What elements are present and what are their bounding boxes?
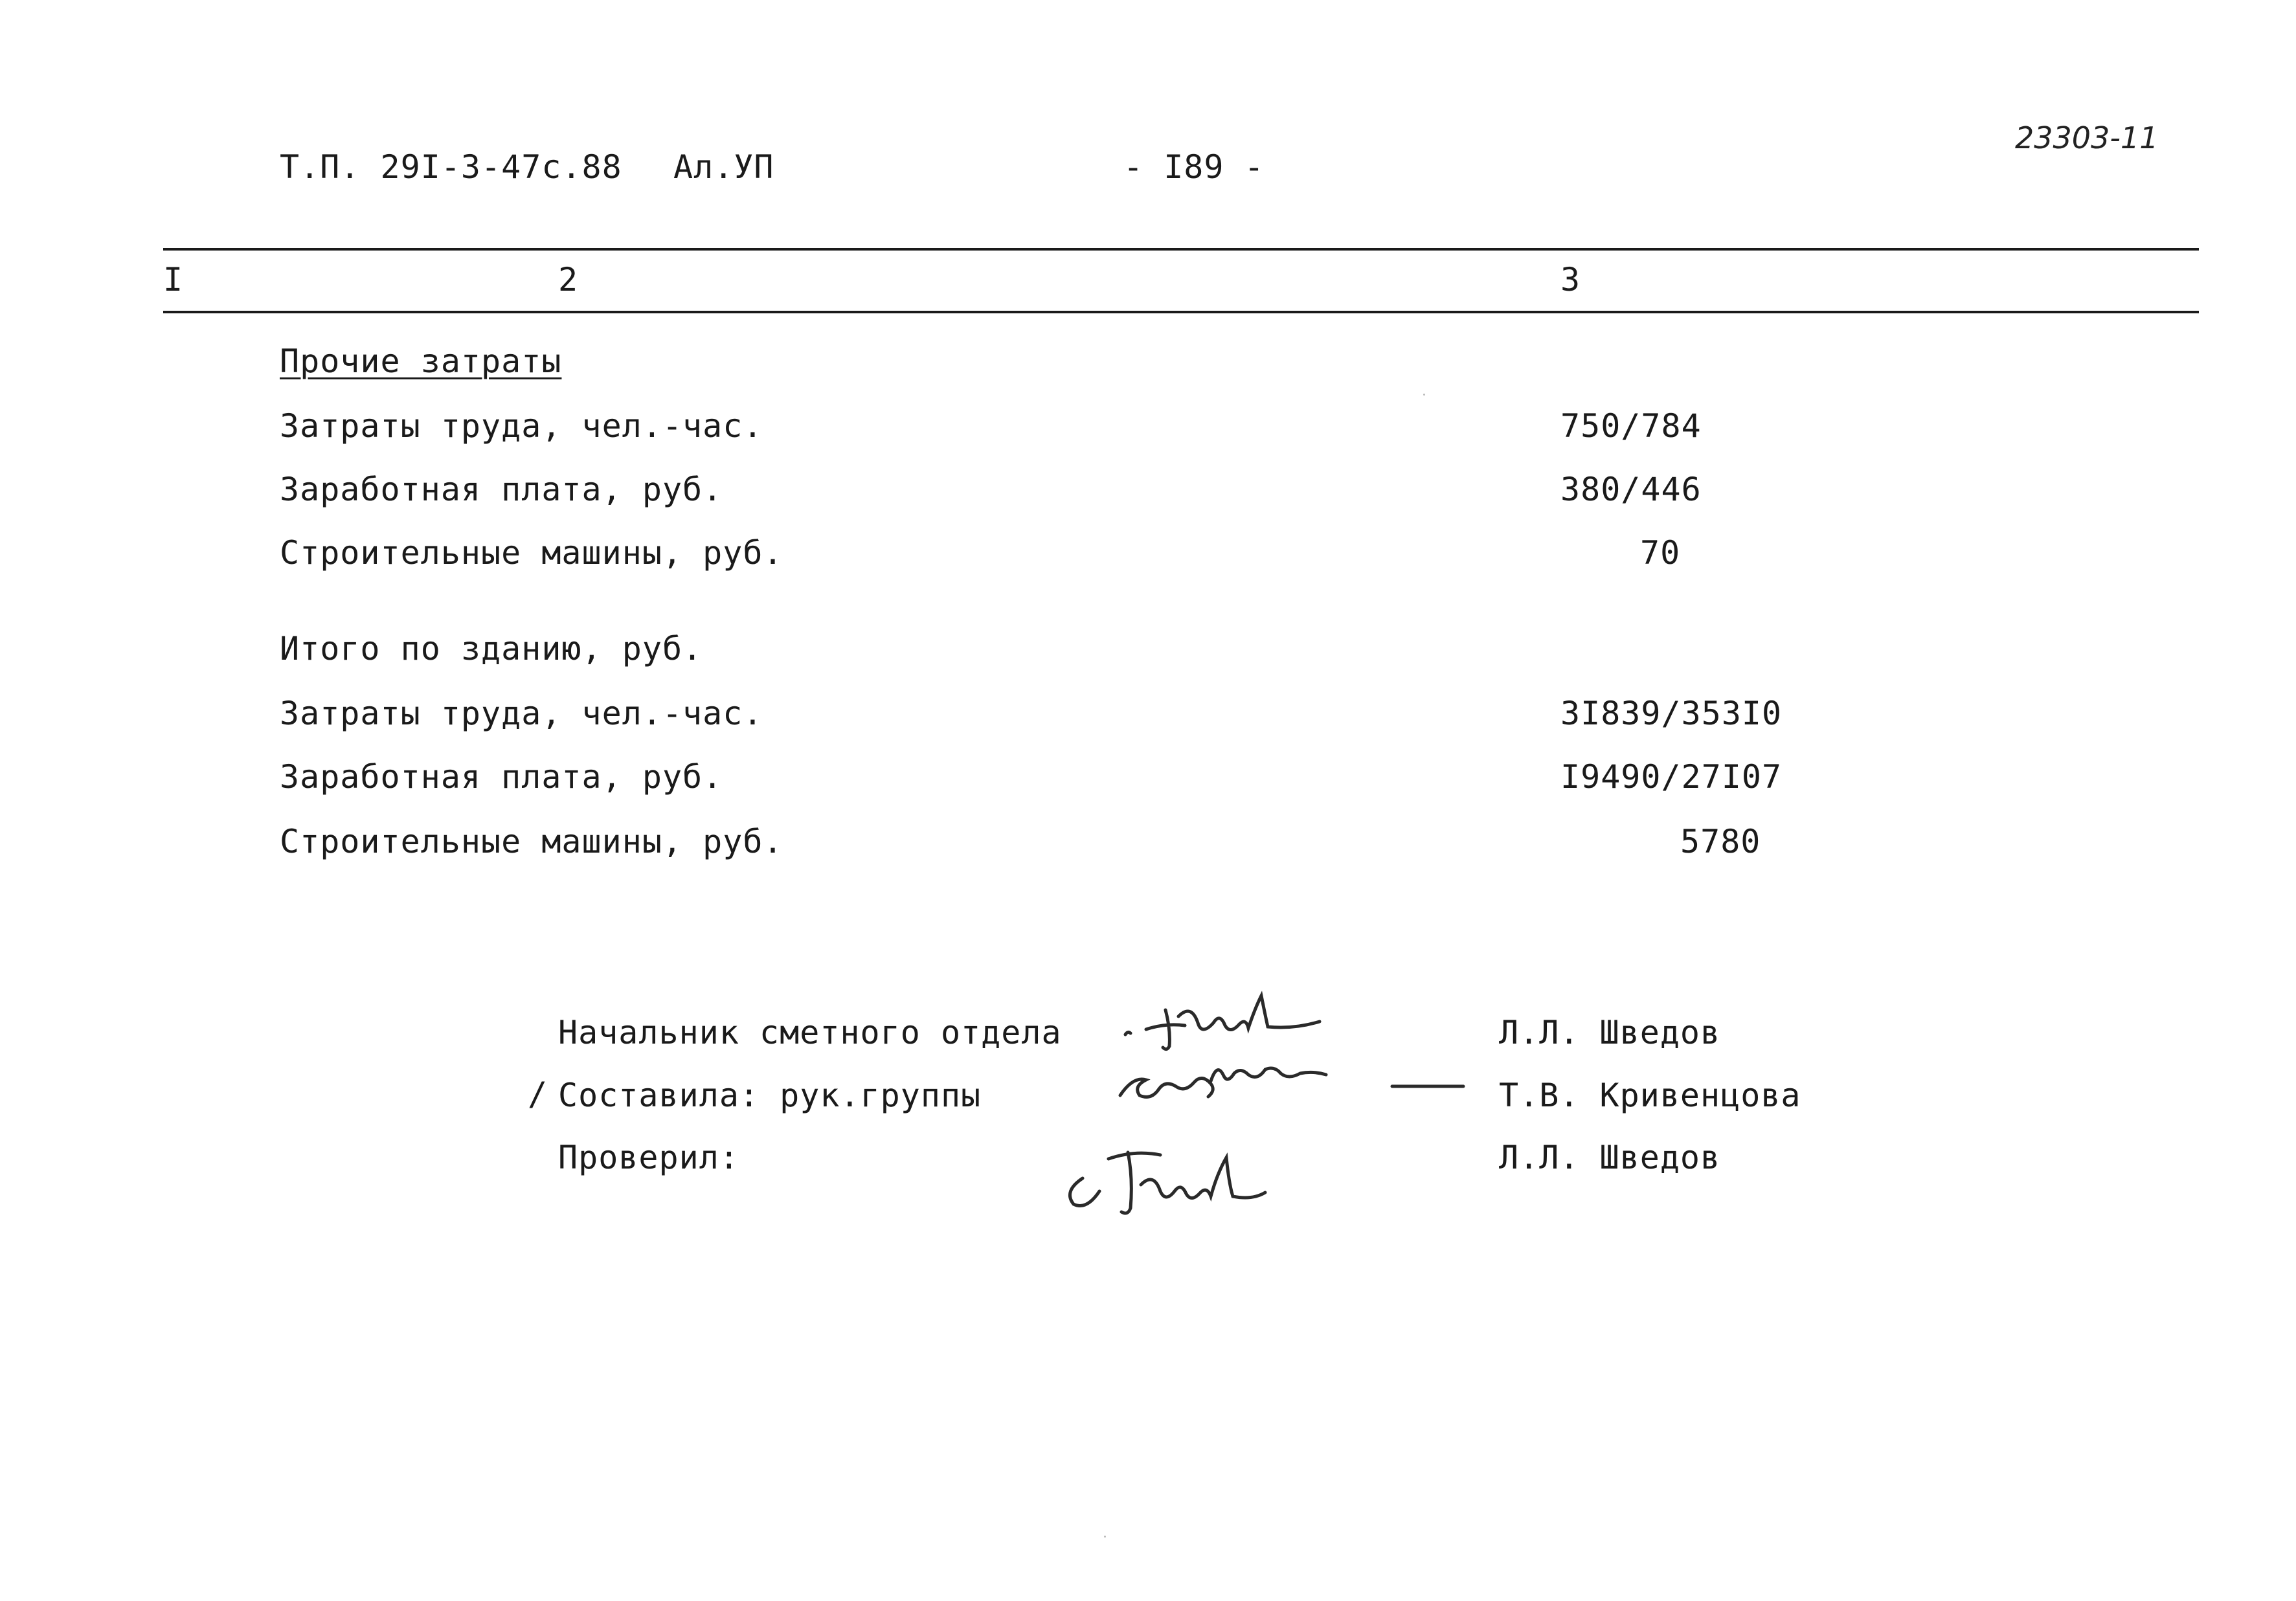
signature-role: Проверил: <box>558 1139 739 1176</box>
row-label: Заработная плата, руб. <box>280 471 723 508</box>
row-value: 3I839/353I0 <box>1560 695 1783 732</box>
signature-mark: / <box>528 1075 548 1113</box>
archive-number: 23303-11 <box>2015 120 2159 155</box>
album-label: Ал.УП <box>673 148 774 186</box>
column-1-header: I <box>163 261 184 298</box>
row-value: 750/784 <box>1560 407 1702 445</box>
scan-speck <box>1104 1536 1106 1538</box>
page-number: - I89 - <box>1123 148 1265 186</box>
signature-role: Начальник сметного отдела <box>558 1014 1062 1051</box>
row-label: Затраты труда, чел.-час. <box>280 695 763 732</box>
row-value: 380/446 <box>1560 471 1702 508</box>
top-rule <box>163 248 2199 251</box>
row-label: Строительные машины, руб. <box>280 534 783 572</box>
signatory-name: Л.Л. Шведов <box>1499 1139 1721 1176</box>
row-value: 5780 <box>1680 823 1761 860</box>
signature-role: Составила: рук.группы <box>558 1077 982 1114</box>
row-label: Строительные машины, руб. <box>280 823 783 860</box>
column-3-header: 3 <box>1560 261 1581 298</box>
column-2-header: 2 <box>558 261 579 298</box>
handwritten-signature <box>1114 1062 1476 1107</box>
signatory-name: Л.Л. Шведов <box>1499 1014 1721 1051</box>
doc-reference: Т.П. 29I-3-47с.88 <box>280 148 622 186</box>
section-title-building-total: Итого по зданию, руб. <box>280 630 703 667</box>
row-label: Заработная плата, руб. <box>280 758 723 796</box>
section-title-other-costs: Прочие затраты <box>280 342 562 380</box>
header-bottom-rule <box>163 311 2199 313</box>
row-label: Затраты труда, чел.-час. <box>280 407 763 445</box>
row-value: 70 <box>1640 534 1681 572</box>
handwritten-signature <box>1120 984 1366 1055</box>
scan-speck <box>1423 394 1425 396</box>
row-value: I9490/27I07 <box>1560 758 1783 796</box>
handwritten-signature <box>1057 1139 1316 1230</box>
signatory-name: Т.В. Кривенцова <box>1499 1077 1801 1114</box>
